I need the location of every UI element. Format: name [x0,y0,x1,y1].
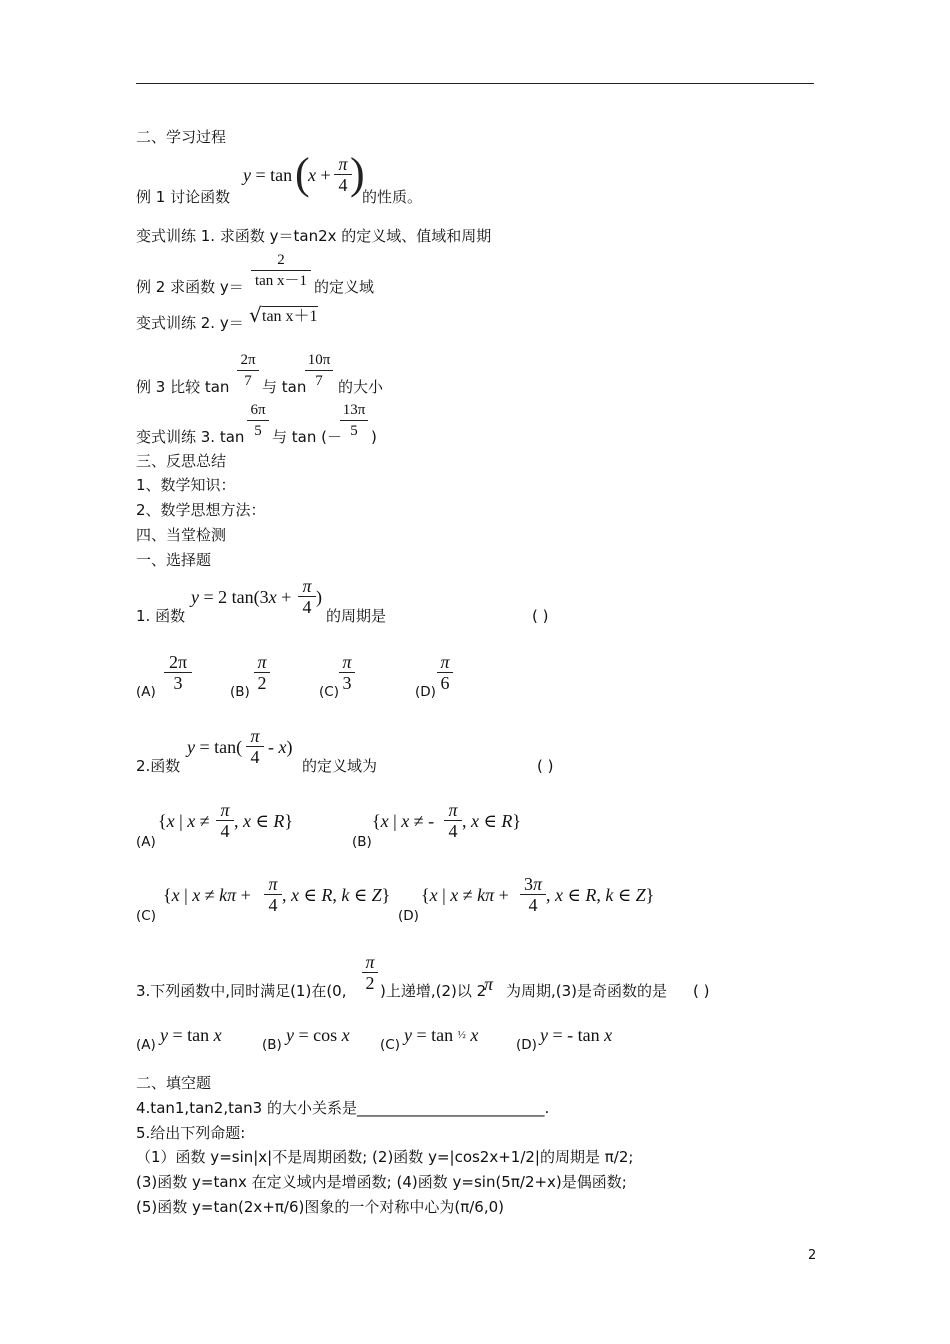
q3-option-d-value: y = - tan x [540,1025,613,1045]
variant1: 变式训练 1. 求函数 y＝tan2x 的定义域、值域和周期 [136,227,492,245]
q1-option-d-value: π 6 [437,652,453,693]
variant3-label: 变式训练 3. tan [136,428,245,446]
q1-option-d: (D) [415,684,436,700]
q1-option-b-value: π 2 [254,652,270,693]
ex1-suffix: 的性质。 [362,188,423,206]
section-summary: 三、反思总结 [136,452,227,470]
section-fill: 二、填空题 [136,1074,212,1092]
section-choice: 一、选择题 [136,551,212,569]
ex3-fraction-2: 10π 7 [305,350,333,391]
q5-line-2: (3)函数 y=tanx 在定义域内是增函数; (4)函数 y=sin(5π/2+x)是偶函数; [136,1173,627,1191]
q2-suffix: 的定义域为 [302,757,378,775]
q2-option-c: (C) [136,908,156,924]
q2-option-d: (D) [398,908,419,924]
q2-option-b: (B) [352,834,372,850]
ex3-suffix: 的大小 [338,378,384,396]
q3-pi-over-2: π 2 [362,952,378,993]
q1-option-a-value: 2π 3 [164,652,192,693]
q3-option-c: (C) [380,1037,400,1053]
q3-option-b: (B) [262,1037,282,1053]
section-process: 二、学习过程 [136,128,227,146]
q3-pi-symbol: π [484,974,494,994]
q1-answer-paren: ( ) [532,607,549,625]
q3-label: 3.下列函数中,同时满足(1)在(0, [136,982,347,1000]
variant3-suffix: ) [371,428,377,446]
ex3-mid: 与 tan [262,378,307,396]
q4-text: 4.tan1,tan2,tan3 的大小关系是_________________________. [136,1099,550,1117]
variant3-mid: 与 tan (－ [272,428,342,446]
q5-line-3: (5)函数 y=tan(2x+π/6)图象的一个对称中心为(π/6,0) [136,1198,505,1216]
q1-option-a: (A) [136,684,156,700]
q3-option-d: (D) [516,1037,537,1053]
ex3-label: 例 3 比较 tan [136,378,230,396]
ex1-label: 例 1 讨论函数 [136,188,231,206]
q1-label: 1. 函数 [136,607,186,625]
q1-option-c-value: π 3 [339,652,355,693]
section-test: 四、当堂检测 [136,526,227,544]
q3-option-a-value: y = tan x [160,1025,222,1045]
q3-answer-paren: ( ) [693,982,710,1000]
q2-label: 2.函数 [136,757,181,775]
q1-suffix: 的周期是 [326,607,387,625]
header-rule [136,83,814,84]
q3-option-c-value: y = tan ½ x [404,1025,479,1045]
q3-option-a: (A) [136,1037,156,1053]
q1-option-b: (B) [230,684,250,700]
variant3-fraction-2: 13π 5 [340,400,368,441]
q5-line-1: （1）函数 y=sin|x|不是周期函数; (2)函数 y=|cos2x+1/2|的周期是 π/2; [136,1148,634,1166]
summary-item-2: 2、数学思想方法： [136,501,266,519]
summary-item-1: 1、数学知识： [136,476,236,494]
ex2-fraction: 2 tan x－1 [251,250,311,291]
q5-head: 5.给出下列命题: [136,1124,246,1142]
q2-option-a: (A) [136,834,156,850]
q2-answer-paren: ( ) [537,757,554,775]
variant3-fraction-1: 6π 5 [247,400,269,441]
q3-option-b-value: y = cos x [286,1025,350,1045]
ex2-suffix: 的定义域 [314,278,375,296]
q3-mid: )上递增,(2)以 2 [380,982,487,1000]
ex2-label: 例 2 求函数 y＝ [136,278,244,296]
q3-tail: 为周期,(3)是奇函数的是 [506,982,668,1000]
variant2-label: 变式训练 2. y＝ [136,314,244,332]
q1-option-c: (C) [319,684,339,700]
page-number: 2 [808,1248,817,1263]
ex3-fraction-1: 2π 7 [237,350,259,391]
